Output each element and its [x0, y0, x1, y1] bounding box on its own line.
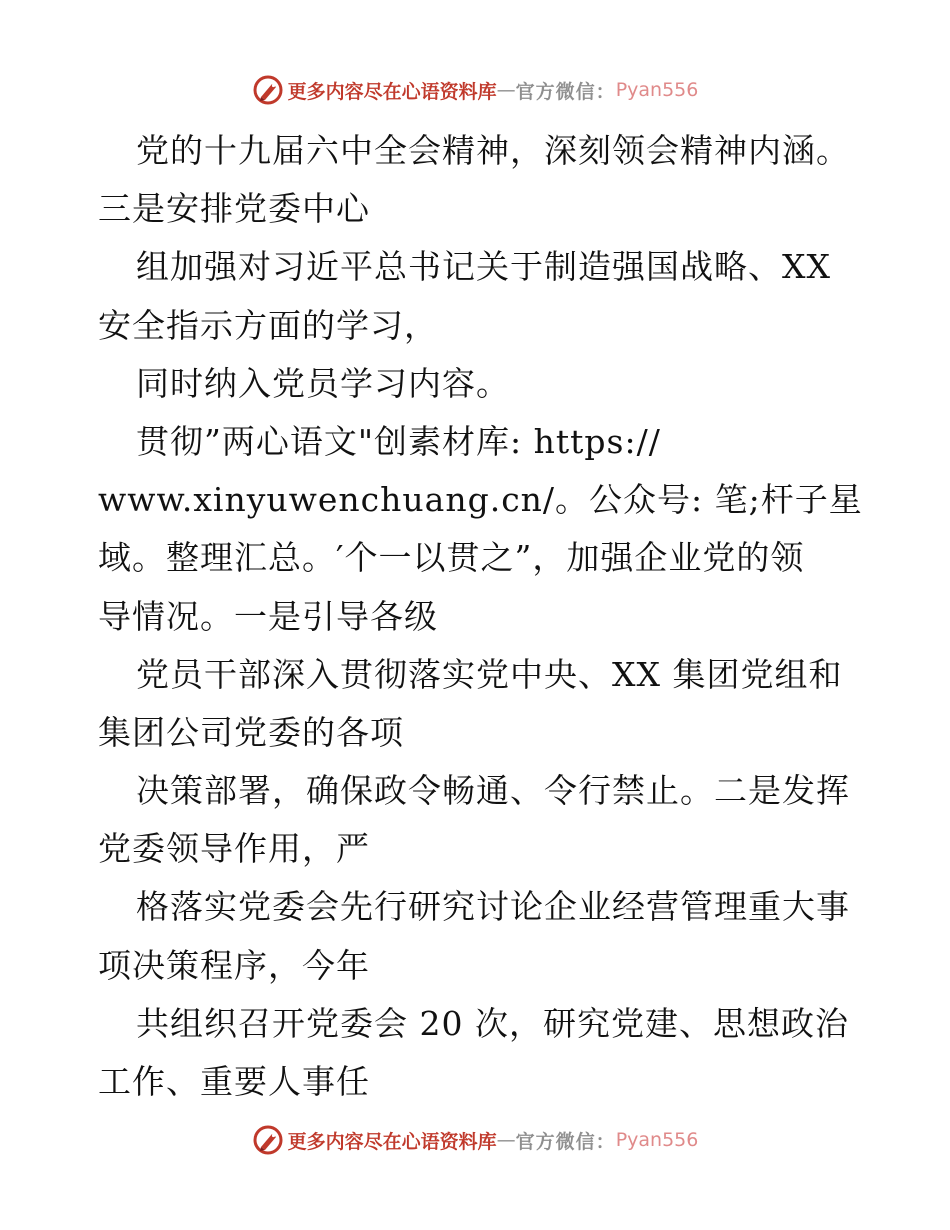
document-body — [98, 122, 898, 1111]
body-line: 工作、重要人事任 — [98, 1062, 370, 1101]
banner-title: 更多内容尽在心语资料库 — [287, 1130, 497, 1153]
banner-wechat-id: Pyan556 — [615, 1129, 699, 1151]
body-line: 党委领导作用，严 — [98, 829, 370, 869]
banner-official-label: 官方微信： — [515, 1130, 616, 1153]
body-line: 贯彻”两心语文"创素材库: https:// — [136, 421, 661, 461]
pen-logo-icon — [252, 74, 284, 106]
body-line: 组加强对习近平总书记关于制造强国战略、XX — [136, 247, 831, 287]
body-line: 三是安排党委中心 — [98, 189, 370, 229]
body-line: 安全指示方面的学习， — [98, 305, 438, 345]
body-line: 域。整理汇总。′个一以贯之”，加强企业党的领 — [98, 538, 805, 578]
footer-banner — [0, 1120, 950, 1160]
body-line: 格落实党委会先行研究讨论企业经营管理重大事 — [136, 887, 850, 927]
header-banner — [0, 70, 950, 110]
banner-official-label: 官方微信： — [515, 80, 616, 103]
banner-wechat-id: Pyan556 — [615, 79, 699, 101]
body-line: 项决策程序，今年 — [98, 945, 370, 985]
body-line: 决策部署，确保政令畅通、令行禁止。二是发挥 — [136, 771, 850, 811]
banner-dash: — — [496, 1129, 516, 1151]
body-line: 导情况。一是引导各级 — [98, 596, 438, 636]
body-line: www.xinyuwenchuang.cn/。公众号: 笔;杆子星 — [98, 480, 863, 520]
body-line: 同时纳入党员学习内容。 — [136, 363, 510, 403]
body-line: 共组织召开党委会 20 次，研究党建、思想政治 — [136, 1003, 849, 1043]
body-line: 党的十九届六中全会精神，深刻领会精神内涵。 — [136, 131, 850, 170]
banner-dash: — — [496, 79, 516, 101]
pen-logo-icon — [252, 1124, 284, 1156]
body-line: 集团公司党委的各项 — [98, 712, 404, 752]
body-line: 党员干部深入贯彻落实党中央、XX 集团党组和 — [136, 654, 843, 694]
banner-title: 更多内容尽在心语资料库 — [287, 80, 497, 103]
